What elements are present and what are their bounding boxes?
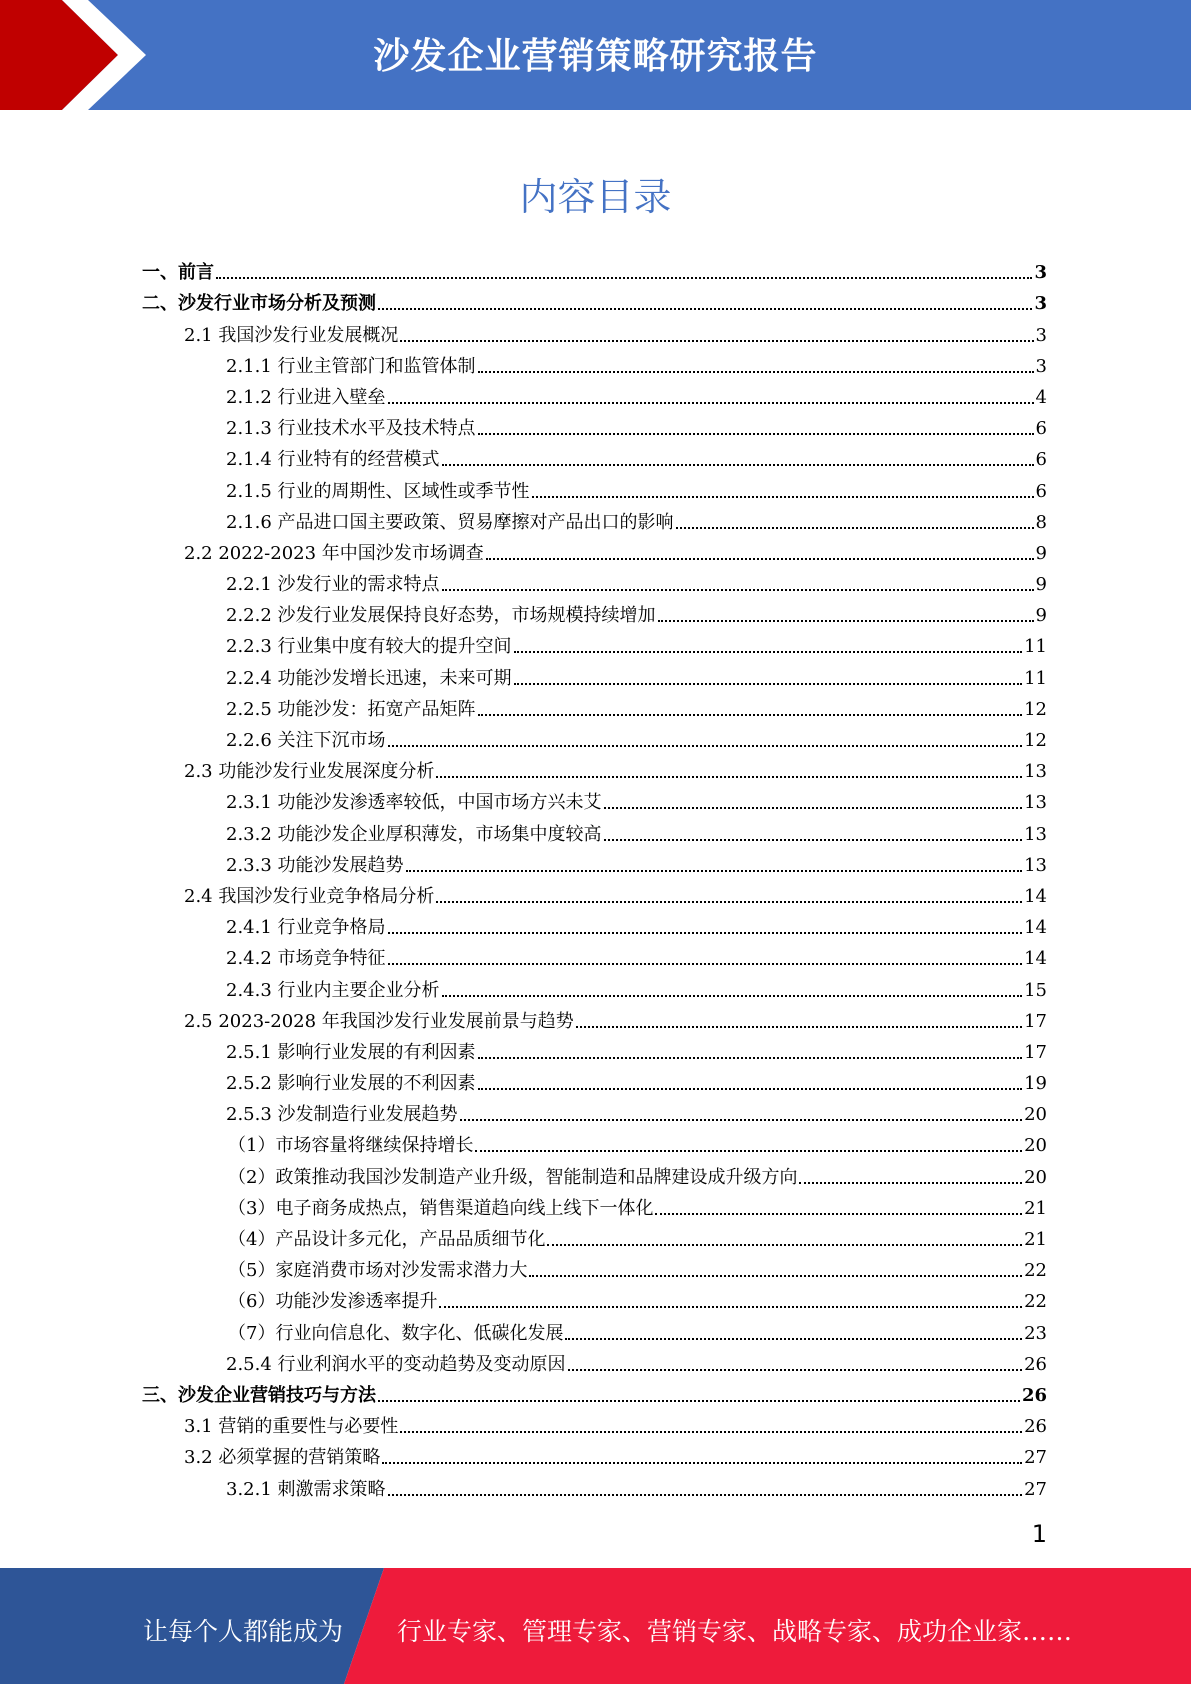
toc-entry-page: 22 bbox=[1024, 1260, 1047, 1282]
toc-entry[interactable] bbox=[142, 1439, 1047, 1470]
toc-entry-title: 2.1.1 行业主管部门和监管体制 bbox=[226, 355, 476, 377]
footer-tagline: 行业专家、管理专家、营销专家、战略专家、成功企业家…… bbox=[397, 1617, 1073, 1646]
toc-dot-leader bbox=[388, 963, 1023, 965]
toc-entry-page: 17 bbox=[1024, 1010, 1047, 1032]
toc-entry-title: 2.1.2 行业进入壁垒 bbox=[226, 386, 386, 408]
toc-entry[interactable] bbox=[142, 940, 1047, 971]
toc-entry-title: （7）行业向信息化、数字化、低碳化发展 bbox=[228, 1322, 564, 1344]
toc-entry[interactable] bbox=[142, 285, 1047, 316]
toc-entry-title: 2.5 2023-2028 年我国沙发行业发展前景与趋势 bbox=[184, 1010, 574, 1032]
toc-entry-page: 14 bbox=[1024, 885, 1047, 907]
toc-entry-page: 3 bbox=[1034, 293, 1047, 315]
toc-dot-leader bbox=[478, 371, 1034, 373]
toc-dot-leader bbox=[216, 277, 1032, 279]
toc-entry-title: 3.2.1 刺激需求策略 bbox=[226, 1478, 386, 1500]
page-number: 1 bbox=[1031, 1520, 1047, 1548]
toc-entry-title: 2.1 我国沙发行业发展概况 bbox=[184, 324, 399, 346]
toc-entry-page: 13 bbox=[1024, 854, 1047, 876]
toc-entry-title: 2.3 功能沙发行业发展深度分析 bbox=[184, 761, 435, 783]
toc-entry-title: 2.2.5 功能沙发：拓宽产品矩阵 bbox=[226, 698, 476, 720]
toc-entry-title: 2.5.3 沙发制造行业发展趋势 bbox=[226, 1104, 458, 1126]
toc-entry-page: 26 bbox=[1021, 1384, 1047, 1406]
toc-dot-leader bbox=[799, 1182, 1022, 1184]
toc-entry-title: 2.2.1 沙发行业的需求特点 bbox=[226, 574, 440, 596]
toc-dot-leader bbox=[388, 745, 1023, 747]
toc-entry[interactable] bbox=[142, 1283, 1047, 1314]
toc-dot-leader bbox=[442, 995, 1023, 997]
toc-entry-page: 21 bbox=[1024, 1197, 1047, 1219]
toc-entry-page: 4 bbox=[1035, 386, 1047, 408]
toc-dot-leader bbox=[442, 589, 1034, 591]
toc-dot-leader bbox=[576, 1026, 1022, 1028]
toc-entry-page: 3 bbox=[1035, 324, 1047, 346]
toc-entry-page: 26 bbox=[1024, 1416, 1047, 1438]
toc-entry[interactable] bbox=[142, 1003, 1047, 1034]
toc-entry-page: 11 bbox=[1024, 636, 1047, 658]
toc-entry-title: （5）家庭消费市场对沙发需求潜力大 bbox=[228, 1260, 528, 1282]
toc-entry-title: 2.2.3 行业集中度有较大的提升空间 bbox=[226, 636, 512, 658]
toc-entry[interactable] bbox=[142, 1190, 1047, 1221]
toc-entry[interactable] bbox=[142, 847, 1047, 878]
toc-entry-page: 19 bbox=[1024, 1073, 1047, 1095]
page-header bbox=[0, 0, 1191, 110]
toc-dot-leader bbox=[604, 839, 1023, 841]
header-title: 沙发企业营销策略研究报告 bbox=[373, 36, 818, 77]
toc-entry[interactable] bbox=[142, 379, 1047, 410]
toc-entry[interactable] bbox=[142, 472, 1047, 503]
toc-entry-title: 2.1.6 产品进口国主要政策、贸易摩擦对产品出口的影响 bbox=[226, 511, 674, 533]
toc-entry-title: 二、沙发行业市场分析及预测 bbox=[142, 293, 376, 315]
toc-entry-page: 21 bbox=[1024, 1229, 1047, 1250]
toc-entry-title: 一、前言 bbox=[142, 262, 214, 284]
toc-entry-title: 2.4.1 行业竞争格局 bbox=[226, 917, 386, 939]
toc-dot-leader bbox=[442, 464, 1034, 466]
toc-entry-title: 2.3.3 功能沙发展趋势 bbox=[226, 854, 404, 876]
toc-entry-page: 9 bbox=[1035, 542, 1047, 564]
toc-entry-page: 13 bbox=[1024, 761, 1047, 783]
toc-entry-title: （2）政策推动我国沙发制造产业升级，智能制造和品牌建设成升级方向 bbox=[228, 1166, 798, 1188]
toc-entry-page: 17 bbox=[1024, 1041, 1047, 1063]
toc-dot-leader bbox=[655, 1213, 1022, 1215]
toc-dot-leader bbox=[478, 714, 1023, 716]
toc-dot-leader bbox=[400, 340, 1033, 342]
toc-entry-page: 22 bbox=[1024, 1291, 1047, 1313]
toc-entry[interactable] bbox=[142, 909, 1047, 940]
toc-entry-page: 20 bbox=[1024, 1166, 1047, 1188]
toc-entry-title: 3.2 必须掌握的营销策略 bbox=[184, 1447, 381, 1469]
toc-title: 内容目录 bbox=[519, 175, 672, 219]
toc-entry-page: 13 bbox=[1024, 823, 1047, 845]
toc-entry[interactable] bbox=[142, 1065, 1047, 1096]
toc-dot-leader bbox=[378, 308, 1032, 310]
toc-entry-page: 6 bbox=[1035, 418, 1047, 440]
toc-entry-title: 2.4.3 行业内主要企业分析 bbox=[226, 979, 440, 1001]
toc-entry[interactable] bbox=[142, 878, 1047, 909]
toc-dot-leader bbox=[378, 1400, 1020, 1402]
toc-dot-leader bbox=[532, 496, 1034, 498]
toc-dot-leader bbox=[400, 1431, 1022, 1433]
toc-entry-page: 14 bbox=[1024, 948, 1047, 970]
toc-entry-page: 13 bbox=[1024, 792, 1047, 814]
toc-entry[interactable] bbox=[142, 1127, 1047, 1158]
toc-entry-page: 20 bbox=[1024, 1135, 1047, 1157]
toc-entry[interactable] bbox=[142, 628, 1047, 659]
toc-dot-leader bbox=[388, 402, 1034, 404]
toc-entry[interactable] bbox=[142, 348, 1047, 379]
toc-entry-page: 14 bbox=[1024, 917, 1047, 939]
toc-dot-leader bbox=[478, 433, 1034, 435]
toc-entry[interactable] bbox=[142, 1408, 1047, 1439]
toc-entry-title: 2.2.2 沙发行业发展保持良好态势，市场规模持续增加 bbox=[226, 605, 656, 627]
toc-entry[interactable] bbox=[142, 659, 1047, 690]
toc-entry-page: 9 bbox=[1035, 574, 1047, 596]
toc-entry-title: 2.2 2022-2023 年中国沙发市场调查 bbox=[184, 542, 484, 564]
toc-entry-page: 8 bbox=[1035, 511, 1047, 533]
toc-entry[interactable] bbox=[142, 1314, 1047, 1345]
toc-entry[interactable] bbox=[142, 691, 1047, 722]
toc-entry[interactable] bbox=[142, 1470, 1047, 1501]
toc-dot-leader bbox=[514, 683, 1023, 685]
toc-entry-page: 12 bbox=[1024, 698, 1047, 720]
toc-entry-page: 3 bbox=[1034, 262, 1047, 284]
toc-entry[interactable] bbox=[142, 722, 1047, 753]
toc-entry[interactable] bbox=[142, 1096, 1047, 1127]
toc-entry-title: 2.1.4 行业特有的经营模式 bbox=[226, 449, 440, 471]
toc-entry-title: 2.2.4 功能沙发增长迅速，未来可期 bbox=[226, 667, 512, 689]
toc-entry[interactable] bbox=[142, 1034, 1047, 1065]
toc-entry-page: 15 bbox=[1024, 979, 1047, 1001]
toc-entry-title: 2.5.1 影响行业发展的有利因素 bbox=[226, 1041, 476, 1063]
toc-entry-title: （1）市场容量将继续保持增长 bbox=[228, 1135, 474, 1157]
toc-entry-title: 2.4 我国沙发行业竞争格局分析 bbox=[184, 885, 435, 907]
toc-dot-leader bbox=[388, 1494, 1023, 1496]
toc-entry[interactable] bbox=[142, 316, 1047, 347]
toc-entry[interactable] bbox=[142, 1252, 1047, 1283]
toc-entry-page: 27 bbox=[1024, 1447, 1047, 1469]
toc-entry[interactable] bbox=[142, 1346, 1047, 1377]
toc-entry[interactable] bbox=[142, 441, 1047, 472]
footer-slogan: 让每个人都能成为 bbox=[143, 1617, 344, 1646]
toc-dot-leader bbox=[460, 1119, 1023, 1121]
toc-entry-title: 2.1.3 行业技术水平及技术特点 bbox=[226, 418, 476, 440]
toc-entry[interactable] bbox=[142, 410, 1047, 441]
toc-entry-title: 2.4.2 市场竞争特征 bbox=[226, 948, 386, 970]
toc-entry-title: 2.3.2 功能沙发企业厚积薄发，市场集中度较高 bbox=[226, 823, 602, 845]
toc-entry-page: 23 bbox=[1024, 1322, 1047, 1344]
toc-dot-leader bbox=[439, 1306, 1022, 1308]
toc-dot-leader bbox=[382, 1462, 1022, 1464]
toc-dot-leader bbox=[514, 651, 1023, 653]
toc-entry[interactable] bbox=[142, 254, 1047, 285]
page-footer bbox=[0, 1568, 1191, 1684]
toc-dot-leader bbox=[478, 1088, 1023, 1090]
toc-dot-leader bbox=[529, 1275, 1022, 1277]
toc-entry[interactable] bbox=[142, 1221, 1047, 1252]
toc-dot-leader bbox=[388, 932, 1023, 934]
toc-entry[interactable] bbox=[142, 1377, 1047, 1408]
toc-entry-page: 26 bbox=[1024, 1353, 1047, 1375]
toc-entry[interactable] bbox=[142, 566, 1047, 597]
toc-entry-page: 11 bbox=[1024, 667, 1047, 689]
toc-dot-leader bbox=[436, 901, 1022, 903]
toc-entry[interactable] bbox=[142, 971, 1047, 1002]
toc-dot-leader bbox=[676, 527, 1034, 529]
toc-dot-leader bbox=[475, 1150, 1022, 1152]
toc-entry[interactable] bbox=[142, 815, 1047, 846]
toc-entry-title: 2.2.6 关注下沉市场 bbox=[226, 730, 386, 751]
toc-dot-leader bbox=[486, 558, 1034, 560]
toc-entry-title: 三、沙发企业营销技巧与方法 bbox=[142, 1384, 376, 1406]
toc-entry-page: 6 bbox=[1035, 449, 1047, 471]
toc-entry[interactable] bbox=[142, 784, 1047, 815]
toc-entry-page: 6 bbox=[1035, 480, 1047, 502]
toc-entry-title: （6）功能沙发渗透率提升 bbox=[228, 1291, 438, 1313]
toc-entry-page: 12 bbox=[1024, 730, 1047, 751]
toc-dot-leader bbox=[565, 1338, 1022, 1340]
toc-dot-leader bbox=[658, 620, 1034, 622]
toc-entry[interactable] bbox=[142, 535, 1047, 566]
toc-dot-leader bbox=[406, 870, 1023, 872]
toc-entry-title: 3.1 营销的重要性与必要性 bbox=[184, 1416, 399, 1438]
toc-entry[interactable] bbox=[142, 597, 1047, 628]
toc-entry-title: （3）电子商务成热点，销售渠道趋向线上线下一体化 bbox=[228, 1197, 654, 1219]
toc-dot-leader bbox=[547, 1244, 1022, 1246]
toc-entry-title: 2.5.4 行业利润水平的变动趋势及变动原因 bbox=[226, 1353, 566, 1375]
toc-entry[interactable] bbox=[142, 1158, 1047, 1189]
toc-entry-title: 2.3.1 功能沙发渗透率较低，中国市场方兴未艾 bbox=[226, 792, 602, 814]
toc-entry-title: （4）产品设计多元化，产品品质细节化 bbox=[228, 1229, 546, 1250]
toc-entry[interactable] bbox=[142, 504, 1047, 535]
toc-entry-page: 3 bbox=[1035, 355, 1047, 377]
toc-entry-page: 20 bbox=[1024, 1104, 1047, 1126]
toc-entry-title: 2.1.5 行业的周期性、区域性或季节性 bbox=[226, 480, 530, 502]
toc-dot-leader bbox=[568, 1369, 1023, 1371]
table-of-contents bbox=[142, 254, 1047, 1502]
toc-dot-leader bbox=[478, 1057, 1023, 1059]
toc-entry-page: 9 bbox=[1035, 605, 1047, 627]
toc-entry-page: 27 bbox=[1024, 1478, 1047, 1500]
toc-dot-leader bbox=[604, 807, 1023, 809]
toc-entry[interactable] bbox=[142, 753, 1047, 784]
toc-entry-title: 2.5.2 影响行业发展的不利因素 bbox=[226, 1073, 476, 1095]
toc-dot-leader bbox=[436, 776, 1022, 778]
